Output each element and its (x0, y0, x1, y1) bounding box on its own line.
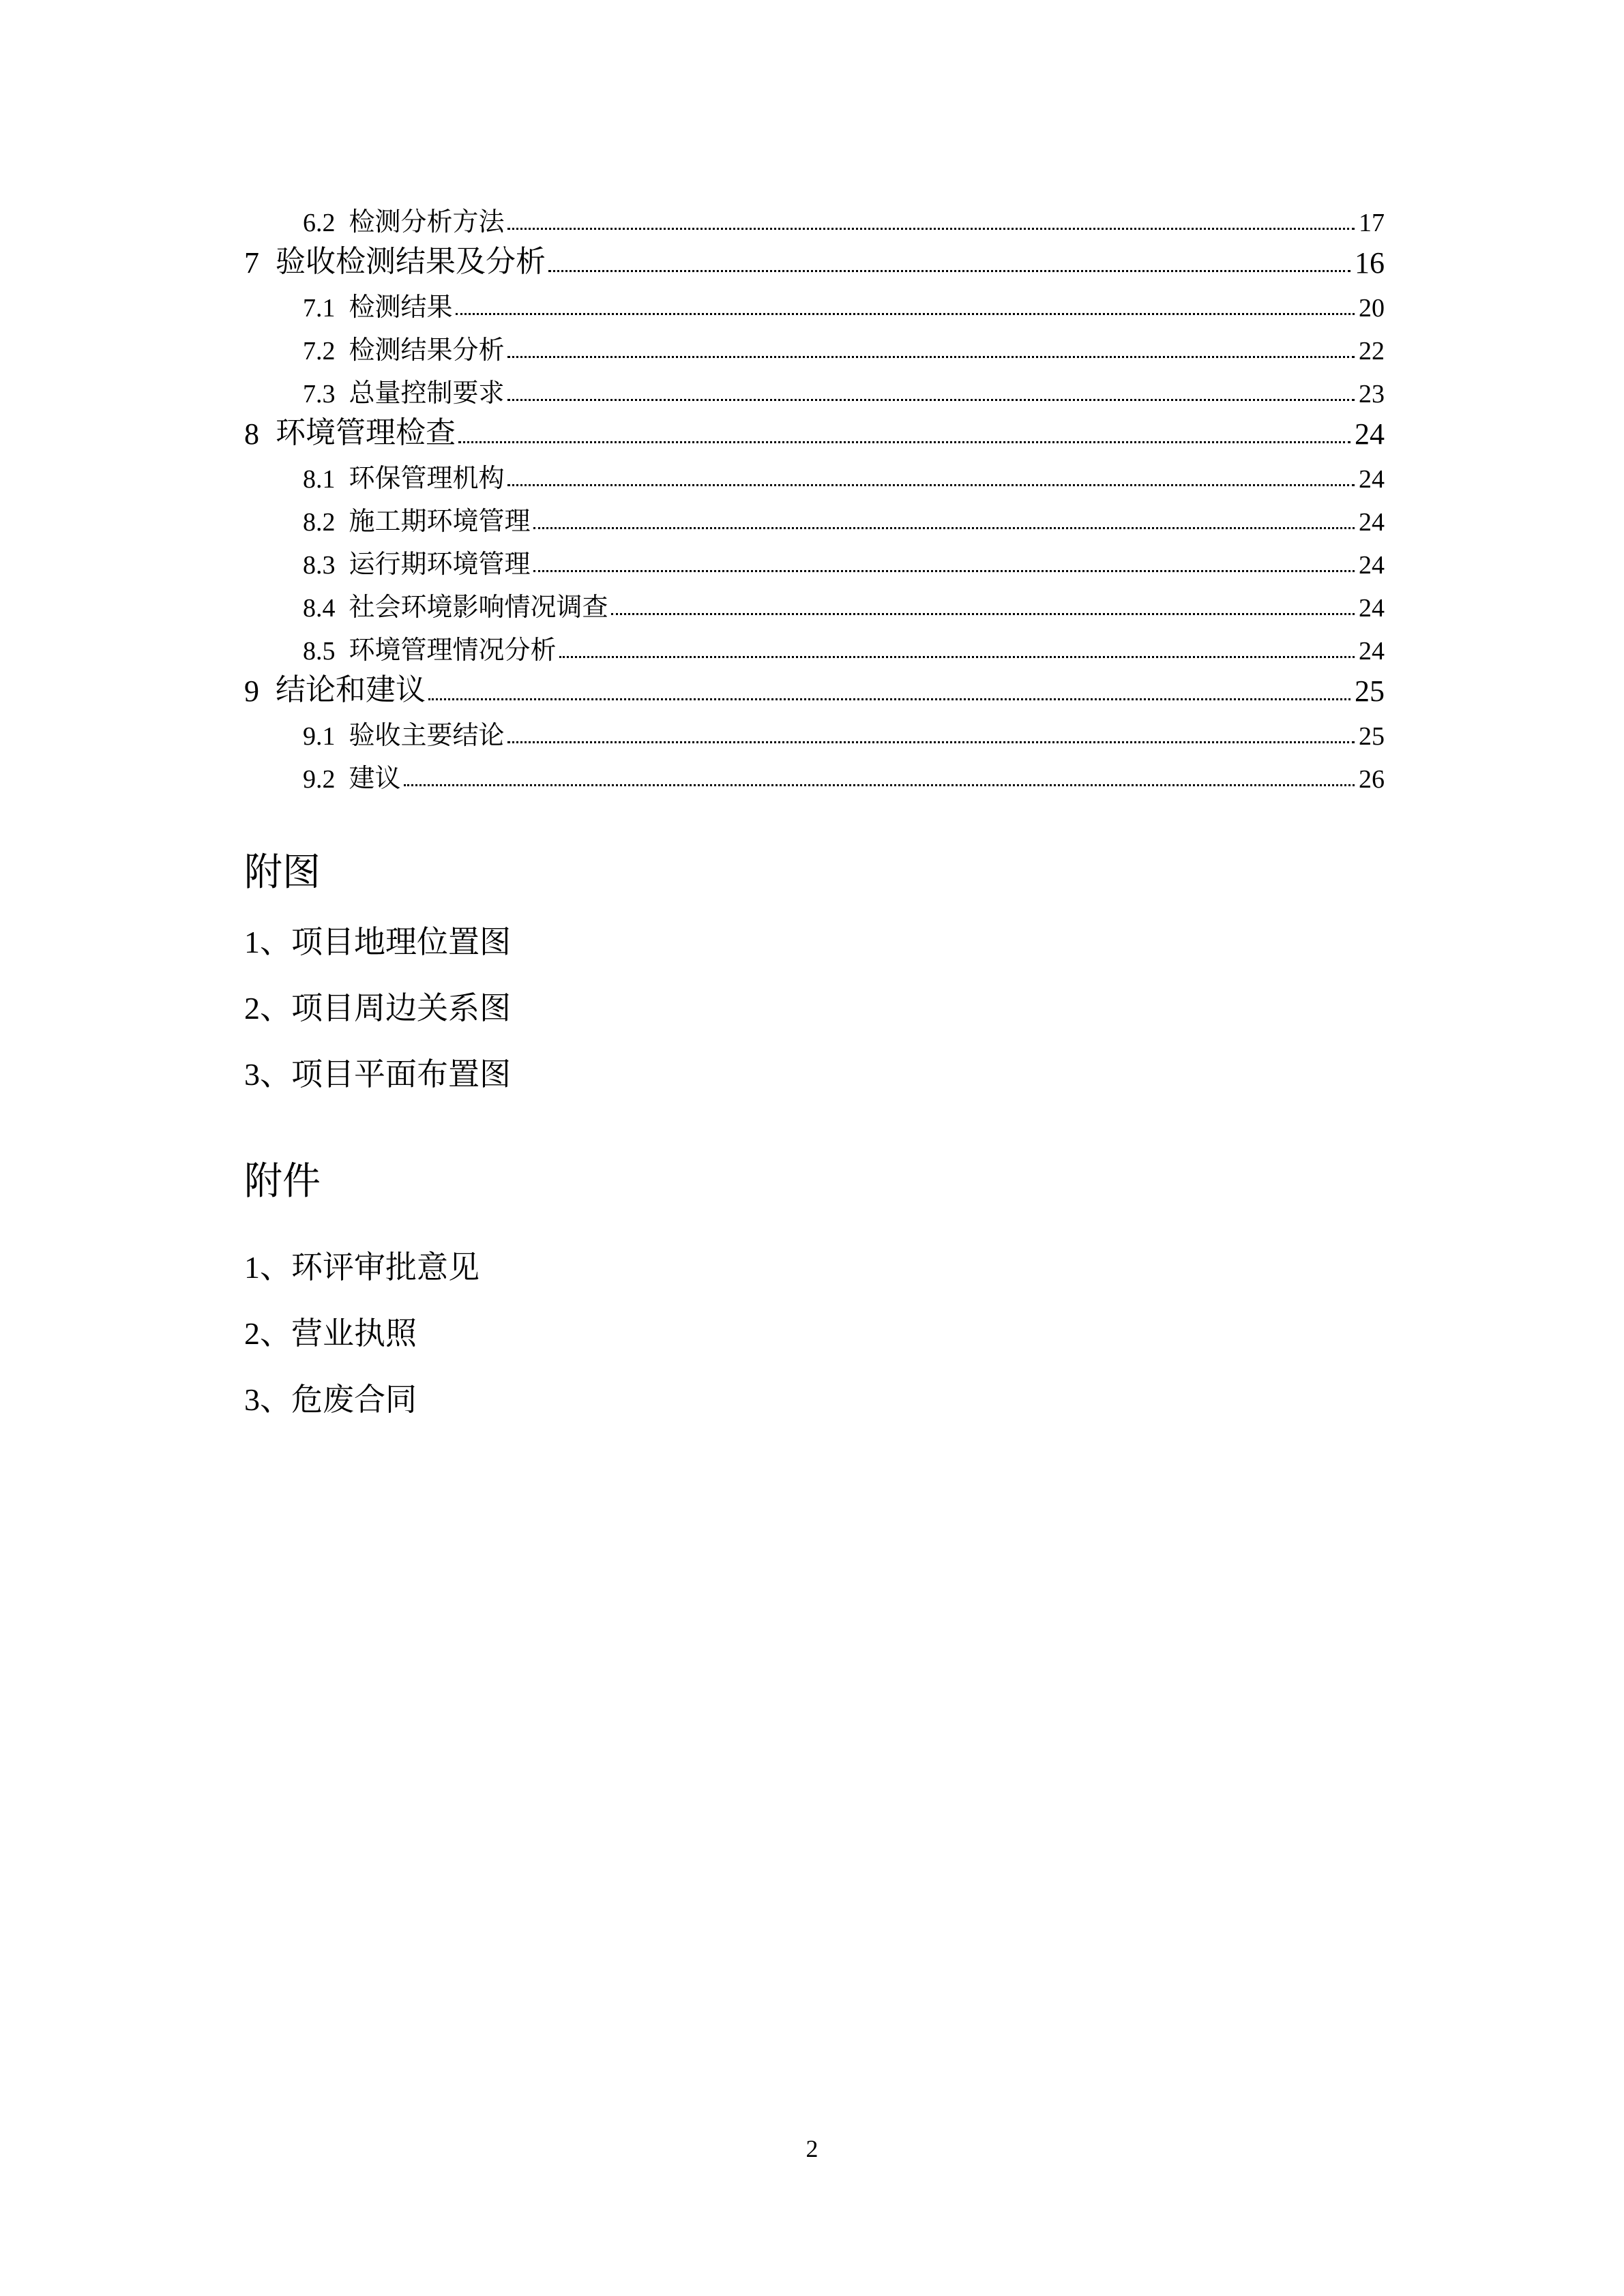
figure-list-item: 2、项目周边关系图 (244, 991, 511, 1026)
toc-entry[interactable] (244, 537, 1385, 580)
attachment-list-item: 3、危废合同 (244, 1382, 417, 1417)
toc-entry-title: 施工期环境管理 (349, 507, 531, 536)
toc-dot-leader (507, 484, 1355, 486)
figure-list-item: 3、项目平面布置图 (244, 1057, 511, 1092)
toc-entry-title: 环境管理情况分析 (349, 636, 557, 665)
toc-entry[interactable] (244, 751, 1385, 794)
toc-entry-title: 运行期环境管理 (349, 550, 531, 579)
toc-entry-number: 9.2 (303, 765, 336, 794)
toc-entry[interactable] (244, 409, 1385, 451)
table-of-contents (244, 195, 1385, 794)
toc-dot-leader (611, 613, 1355, 615)
toc-entry[interactable] (244, 623, 1385, 666)
toc-entry-number: 9 (244, 674, 259, 708)
toc-entry-page: 24 (1359, 508, 1385, 537)
toc-entry[interactable] (244, 195, 1385, 238)
toc-entry-title: 验收检测结果及分析 (276, 245, 546, 278)
toc-dot-leader (456, 313, 1355, 315)
toc-entry-title: 环境管理检查 (276, 416, 456, 449)
toc-entry-number: 8.1 (303, 465, 336, 494)
toc-entry-page: 24 (1355, 417, 1385, 451)
toc-entry-number: 7 (244, 246, 259, 280)
toc-dot-leader (533, 570, 1355, 572)
toc-entry[interactable] (244, 666, 1385, 709)
toc-dot-leader (507, 356, 1355, 358)
toc-entry[interactable] (244, 580, 1385, 623)
toc-entry-page: 24 (1359, 594, 1385, 623)
toc-dot-leader (404, 784, 1355, 786)
attachments-heading: 附件 (244, 1159, 321, 1204)
toc-entry-number: 8 (244, 417, 259, 451)
toc-entry-page: 25 (1355, 674, 1385, 708)
toc-entry-title: 检测结果分析 (349, 336, 505, 365)
toc-entry-title: 建议 (349, 764, 401, 793)
toc-dot-leader (507, 399, 1355, 401)
toc-entry-page: 24 (1359, 465, 1385, 494)
toc-entry-page: 26 (1359, 765, 1385, 794)
toc-entry-number: 7.2 (303, 337, 336, 366)
toc-dot-leader (428, 698, 1350, 700)
toc-entry[interactable] (244, 238, 1385, 280)
toc-entry-number: 8.5 (303, 637, 336, 666)
figure-list-item: 1、项目地理位置图 (244, 925, 511, 959)
toc-entry[interactable] (244, 709, 1385, 751)
toc-dot-leader (559, 656, 1355, 658)
page-number: 2 (806, 2135, 818, 2162)
attachment-list-item: 2、营业执照 (244, 1316, 417, 1351)
toc-entry-title: 社会环境影响情况调查 (349, 593, 608, 622)
toc-entry-page: 17 (1359, 209, 1385, 237)
toc-entry-number: 9.1 (303, 722, 336, 751)
toc-entry-title: 检测结果 (349, 293, 453, 322)
toc-entry-page: 25 (1359, 722, 1385, 751)
toc-entry-title: 结论和建议 (276, 673, 426, 706)
toc-entry-page: 24 (1359, 637, 1385, 666)
toc-entry[interactable] (244, 323, 1385, 366)
toc-entry[interactable] (244, 494, 1385, 537)
toc-entry-number: 7.3 (303, 380, 336, 408)
toc-dot-leader (458, 441, 1350, 443)
toc-entry-page: 24 (1359, 551, 1385, 580)
toc-entry[interactable] (244, 280, 1385, 323)
toc-dot-leader (507, 228, 1355, 230)
toc-entry-title: 环保管理机构 (349, 464, 505, 493)
toc-dot-leader (533, 527, 1355, 529)
toc-entry-title: 总量控制要求 (349, 379, 505, 408)
toc-entry[interactable] (244, 366, 1385, 409)
toc-entry-page: 16 (1355, 246, 1385, 280)
figures-heading: 附图 (244, 850, 321, 895)
toc-entry-number: 8.4 (303, 594, 336, 623)
toc-entry-number: 8.2 (303, 508, 336, 537)
toc-entry-number: 7.1 (303, 294, 336, 323)
toc-entry-title: 验收主要结论 (349, 721, 505, 750)
toc-entry[interactable] (244, 451, 1385, 494)
attachment-list-item: 1、环评审批意见 (244, 1250, 479, 1285)
toc-entry-title: 检测分析方法 (349, 208, 505, 237)
toc-entry-page: 23 (1359, 380, 1385, 408)
toc-entry-page: 20 (1359, 294, 1385, 323)
toc-entry-number: 8.3 (303, 551, 336, 580)
toc-entry-number: 6.2 (303, 209, 336, 237)
toc-dot-leader (548, 270, 1350, 272)
toc-dot-leader (507, 741, 1355, 743)
toc-entry-page: 22 (1359, 337, 1385, 366)
